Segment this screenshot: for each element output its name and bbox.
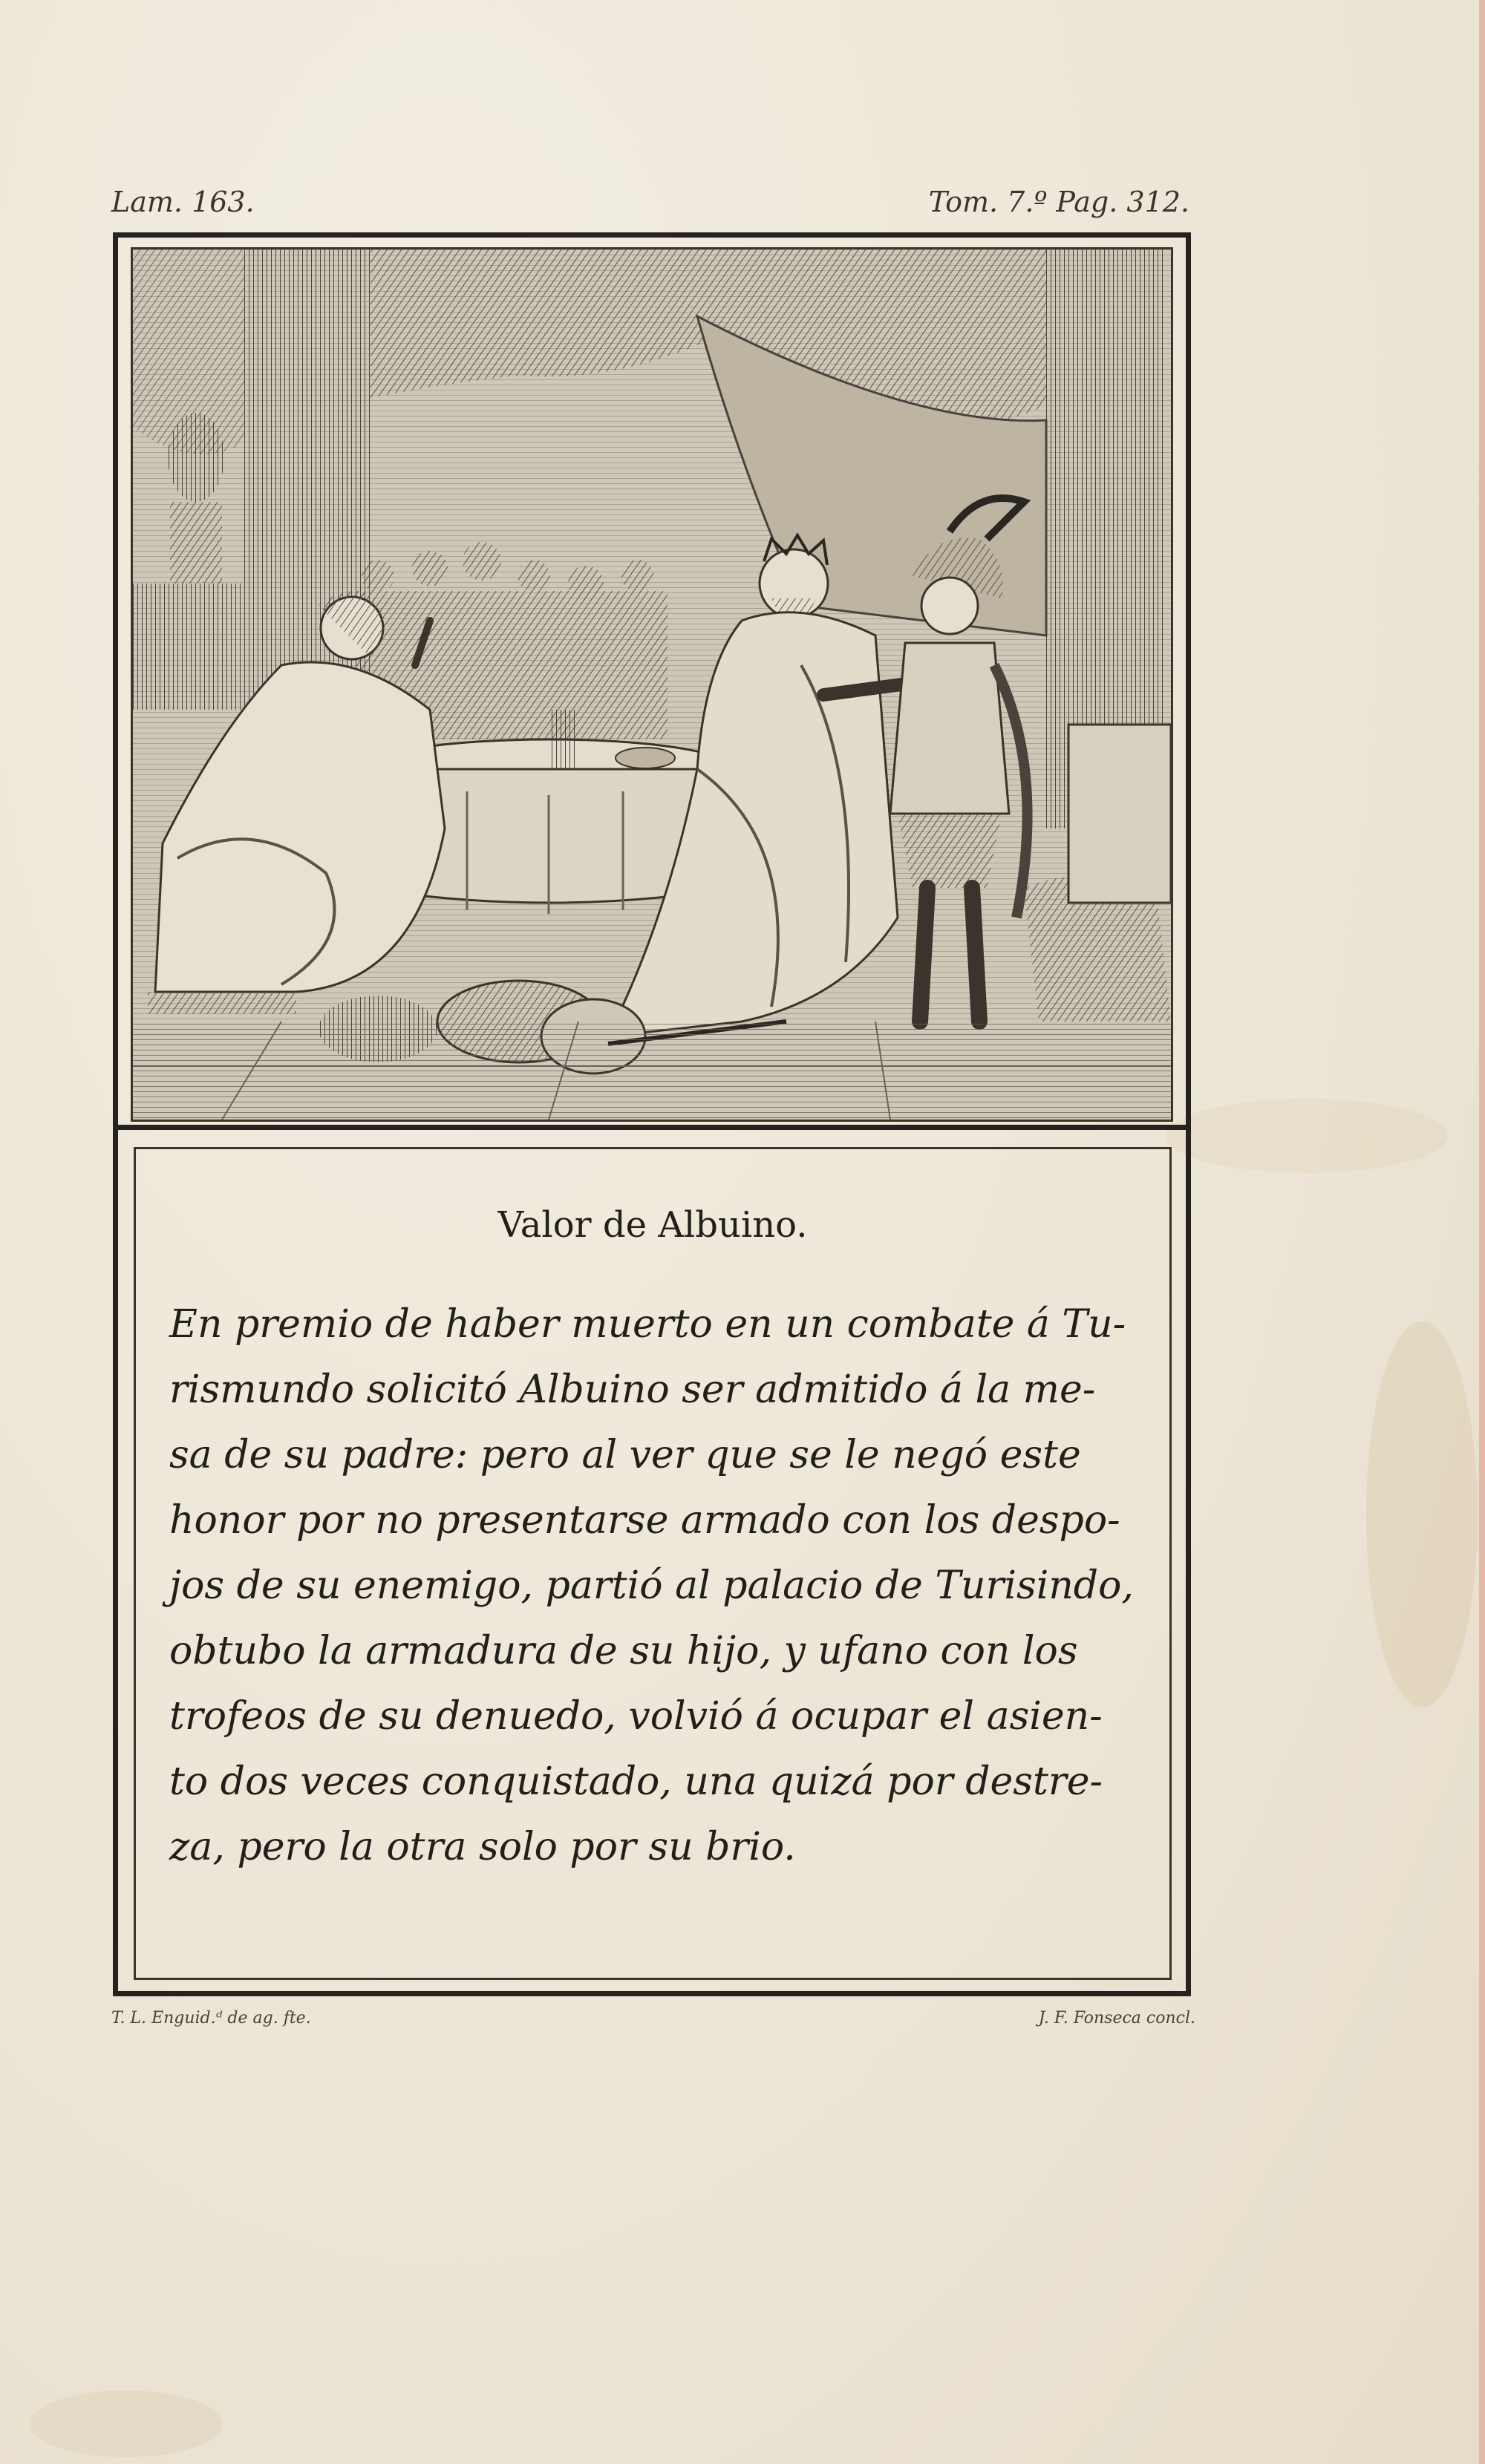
caption-line: jos de su enemigo, partió al palacio de Turisindo, bbox=[169, 1563, 1134, 1608]
volume-page-reference: Tom. 7.º Pag. 312. bbox=[928, 186, 1189, 218]
caption-line: trofeos de su denuedo, volvió á ocupar el asien- bbox=[169, 1694, 1103, 1739]
caption-line: sa de su padre: pero al ver que se le negó este bbox=[169, 1433, 1081, 1477]
caption-title: Valor de Albuino. bbox=[497, 1204, 808, 1246]
caption-line: obtubo la armadura de su hijo, y ufano con los bbox=[169, 1629, 1078, 1673]
engraving-scene bbox=[133, 249, 1171, 1120]
paper-stain bbox=[1366, 1321, 1478, 1708]
draughtsman-credit: T. L. Enguid.ᵈ de ag. fte. bbox=[111, 2009, 311, 2027]
caption-line: rismundo solicitó Albuino ser admitido á la me- bbox=[169, 1367, 1096, 1412]
plate-divider bbox=[113, 1125, 1191, 1130]
engraving-illustration bbox=[131, 247, 1173, 1122]
caption-line: za, pero la otra solo por su brio. bbox=[169, 1825, 796, 1869]
caption-text bbox=[169, 1292, 1157, 1880]
caption-line: to dos veces conquistado, una quizá por destre- bbox=[169, 1759, 1103, 1804]
engraver-credit: J. F. Fonseca concl. bbox=[1038, 2009, 1195, 2027]
paper-stain bbox=[1166, 1099, 1448, 1173]
caption-line: honor por no presentarse armado con los despo- bbox=[169, 1498, 1120, 1543]
paper-stain bbox=[30, 2391, 223, 2457]
caption-line: En premio de haber muerto en un combate á Tu- bbox=[169, 1302, 1126, 1347]
plate-number: Lam. 163. bbox=[111, 186, 255, 218]
paper-edge bbox=[1479, 0, 1485, 2464]
